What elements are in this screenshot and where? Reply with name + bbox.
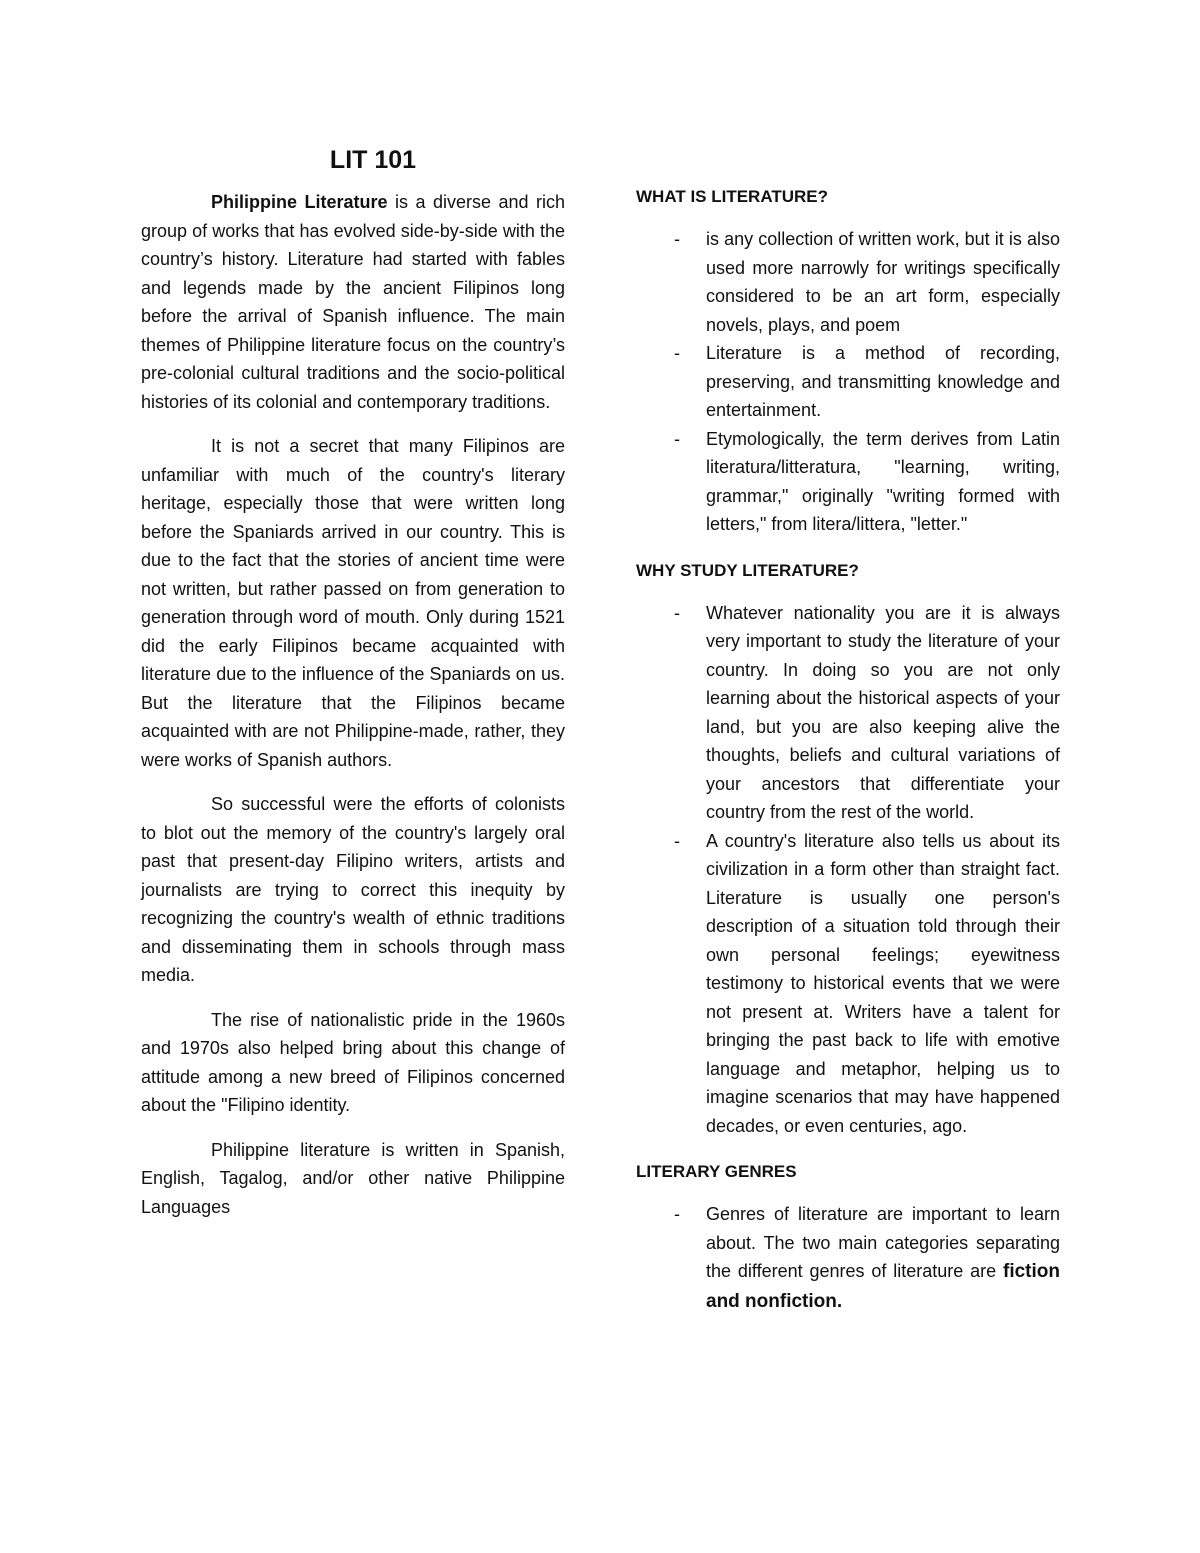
list-item: - Whatever nationality you are it is always very important to study the literature of your country. In doing so you are not only learning about the historical aspects of your land, but you are also keeping alive the thoughts, beliefs and cultural variations of your ancestors that differentiate your country from the rest of the world. xyxy=(636,599,1060,827)
list-item: - A country's literature also tells us about its civilization in a form other than straight fact. Literature is usually one person's description of a situation told through their own personal feelings; eyewitness testimony to historical events that we were not present at. Writers have a talent for bringing the past back to life with emotive language and metaphor, helping us to imagine scenarios that may have happened decades, or even centuries, ago. xyxy=(636,827,1060,1141)
page-title: LIT 101 xyxy=(329,146,417,174)
colonists-paragraph: So successful were the efforts of colonists to blot out the memory of the country's largely oral past that present-day Filipino writers, artists and journalists are trying to correct this inequity by recognizing the country's wealth of ethnic traditions and disseminating them in schools through mass media. xyxy=(141,794,565,985)
languages-paragraph: Philippine literature is written in Spanish, English, Tagalog, and/or other native Philippine Languages xyxy=(141,1139,565,1217)
intro-rest: is a diverse and rich group of works that has evolved side-by-side with the country’s history. Literature had started with fables and legends made by the ancient Filipinos long before the arrival of Spanish influence. The main themes of Philippine literature focus on the country’s pre-colonial cultural traditions and the socio-political histories of its colonial and contemporary traditions. xyxy=(141,192,566,412)
what-is-literature-heading: WHAT IS LITERATURE? xyxy=(636,187,829,206)
list-item xyxy=(636,1200,1060,1316)
literary-genres-heading: LITERARY GENRES xyxy=(636,1162,797,1181)
genres-bold-text: fiction and nonfiction. xyxy=(706,1261,1060,1312)
list-item: - Etymologically, the term derives from Latin literatura/litteratura, "learning, writing, grammar," originally "writing formed with letters," from litera/littera, "letter." xyxy=(636,425,1060,539)
heritage-paragraph: It is not a secret that many Filipinos are unfamiliar with much of the country's literary heritage, especially those that were written long before the Spaniards arrived in our country. This is due to the fact that the stories of ancient time were not written, but rather passed on from generation to generation through word of mouth. Only during 1521 did the early Filipinos became acquainted with literature due to the influence of the Spaniards on us. But the literature that the Filipinos became acquainted with are not Philippine-made, rather, they were works of Spanish authors. xyxy=(141,436,565,770)
intro-paragraph xyxy=(141,188,565,416)
genres-text: Genres of literature are important to learn about. The two main categories separating the different genres of literature are xyxy=(706,1204,1060,1281)
intro-lead: Philippine Literature xyxy=(211,192,388,212)
why-study-literature-list xyxy=(636,599,1060,1141)
list-item: - is any collection of written work, but it is also used more narrowly for writings specifically considered to be an art form, especially novels, plays, and poem xyxy=(636,225,1060,339)
left-column xyxy=(141,138,565,1237)
right-column xyxy=(636,183,1060,1334)
nationalism-paragraph: The rise of nationalistic pride in the 1960s and 1970s also helped bring about this change of attitude among a new breed of Filipinos concerned about the "Filipino identity. xyxy=(141,1009,565,1115)
why-study-literature-heading: WHY STUDY LITERATURE? xyxy=(636,560,859,580)
what-is-literature-list xyxy=(636,225,1060,539)
literary-genres-list xyxy=(636,1200,1060,1316)
list-item: - Literature is a method of recording, preserving, and transmitting knowledge and entertainment. xyxy=(636,339,1060,425)
